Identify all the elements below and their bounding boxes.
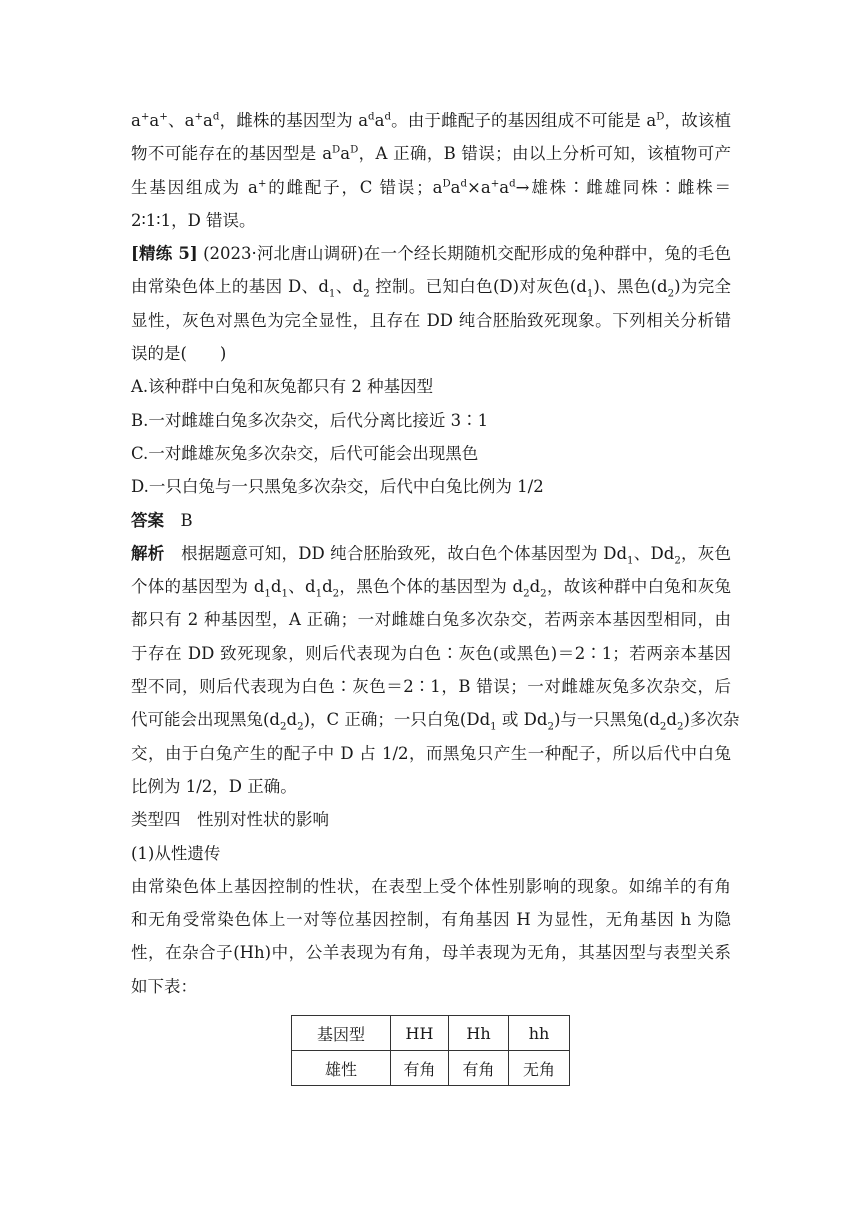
text-line: B.一对雌雄白兔多次杂交，后代分离比接近 3∶1 [131,410,489,430]
text-line: 和无角受常染色体上一对等位基因控制，有角基因 H 为显性，无角基因 h 为隐 [131,910,731,930]
text-line: A.该种群中白兔和灰兔都只有 2 种基因型 [131,377,434,397]
text-line: C.一对雌雄灰兔多次杂交，后代可能会出现黑色 [131,443,479,463]
text-line: 个体的基因型为 $d_1d_1$、$d_1d_2$，黑色个体的基因型为 $d_2d_2$，故该种群中白兔和灰兔 [131,577,732,600]
table-cell: 有角 [391,1051,449,1086]
document-body [131,104,740,1003]
text-line: 显性，灰色对黑色为完全显性，且存在 DD 纯合胚胎致死现象。下列相关分析错 [131,310,731,330]
text-line: [精练 5] (2023·河北唐山调研)在一个经长期随机交配形成的兔种群中，兔的毛色 [131,244,731,264]
text-line: 比例为 1/2，D 正确。 [131,776,297,796]
text-line: 代可能会出现黑兔$(d_2d_2)$，C 正确；一只白兔($Dd_1$ 或 $Dd_2$)与一只黑兔$(d_2d_2)$多次杂 [131,710,740,733]
text-line: 如下表： [131,976,197,996]
table-cell: Hh [449,1016,509,1051]
table-cell: 有角 [449,1051,509,1086]
table-cell: 基因型 [292,1016,391,1051]
table-cell: 雄性 [292,1051,391,1086]
table-cell: 无角 [509,1051,570,1086]
text-line: 都只有 2 种基因型，A 正确；一对雌雄白兔多次杂交，若两亲本基因型相同，由 [131,610,731,630]
text-line: 答案 B [131,510,193,530]
text-line: (1)从性遗传 [131,843,221,863]
table-cell: HH [391,1016,449,1051]
table-row [292,1016,570,1051]
text-line: D.一只白兔与一只黑兔多次杂交，后代中白兔比例为 1/2 [131,477,544,497]
text-line: a+a+、$a^+a^d$，雌株的基因型为 $a^da^d$。由于雌配子的基因组成不可能是 $a^D$，故该植 [131,111,732,130]
text-line: 由常染色体上基因控制的性状，在表型上受个体性别影响的现象。如绵羊的有角 [131,876,731,896]
text-line: 由常染色体上的基因 D、$d_1$、$d_2$ 控制。已知白色(D)对灰色$(d_1)$、黑色$(d_2)$为完全 [131,277,732,300]
text-line: 性，在杂合子(Hh)中，公羊表现为有角，母羊表现为无角，其基因型与表型关系 [131,943,731,963]
text-line: 物不可能存在的基因型是 $a^Da^D$，A 正确，B 错误；由以上分析可知，该植物可产 [131,144,731,164]
text-line: 于存在 DD 致死现象，则后代表现为白色∶灰色(或黑色)＝2∶1；若两亲本基因 [131,643,731,663]
text-line: 2∶1∶1，D 错误。 [131,210,256,230]
text-line: 类型四 性别对性状的影响 [131,810,329,830]
genotype-phenotype-table-wrapper [291,1015,570,1086]
table-cell: hh [509,1016,570,1051]
text-line: 解析 根据题意可知，DD 纯合胚胎致死，故白色个体基因型为 $Dd_1$、$Dd_2$，灰色 [131,543,732,567]
text-line: 生基因组成为 a+的雌配子，C 错误；$a^Da^d\times a^+a^d\to$雄株∶雌雄同株∶雌株＝ [131,177,731,197]
text-line: 误的是( ) [131,344,227,364]
genotype-phenotype-table [291,1015,570,1086]
text-line: 交，由于白兔产生的配子中 D 占 1/2，而黑兔只产生一种配子，所以后代中白兔 [131,743,731,763]
table-row [292,1051,570,1086]
text-line: 型不同，则后代表现为白色∶灰色＝2∶1，B 错误；一对雌雄灰兔多次杂交，后 [131,677,731,697]
